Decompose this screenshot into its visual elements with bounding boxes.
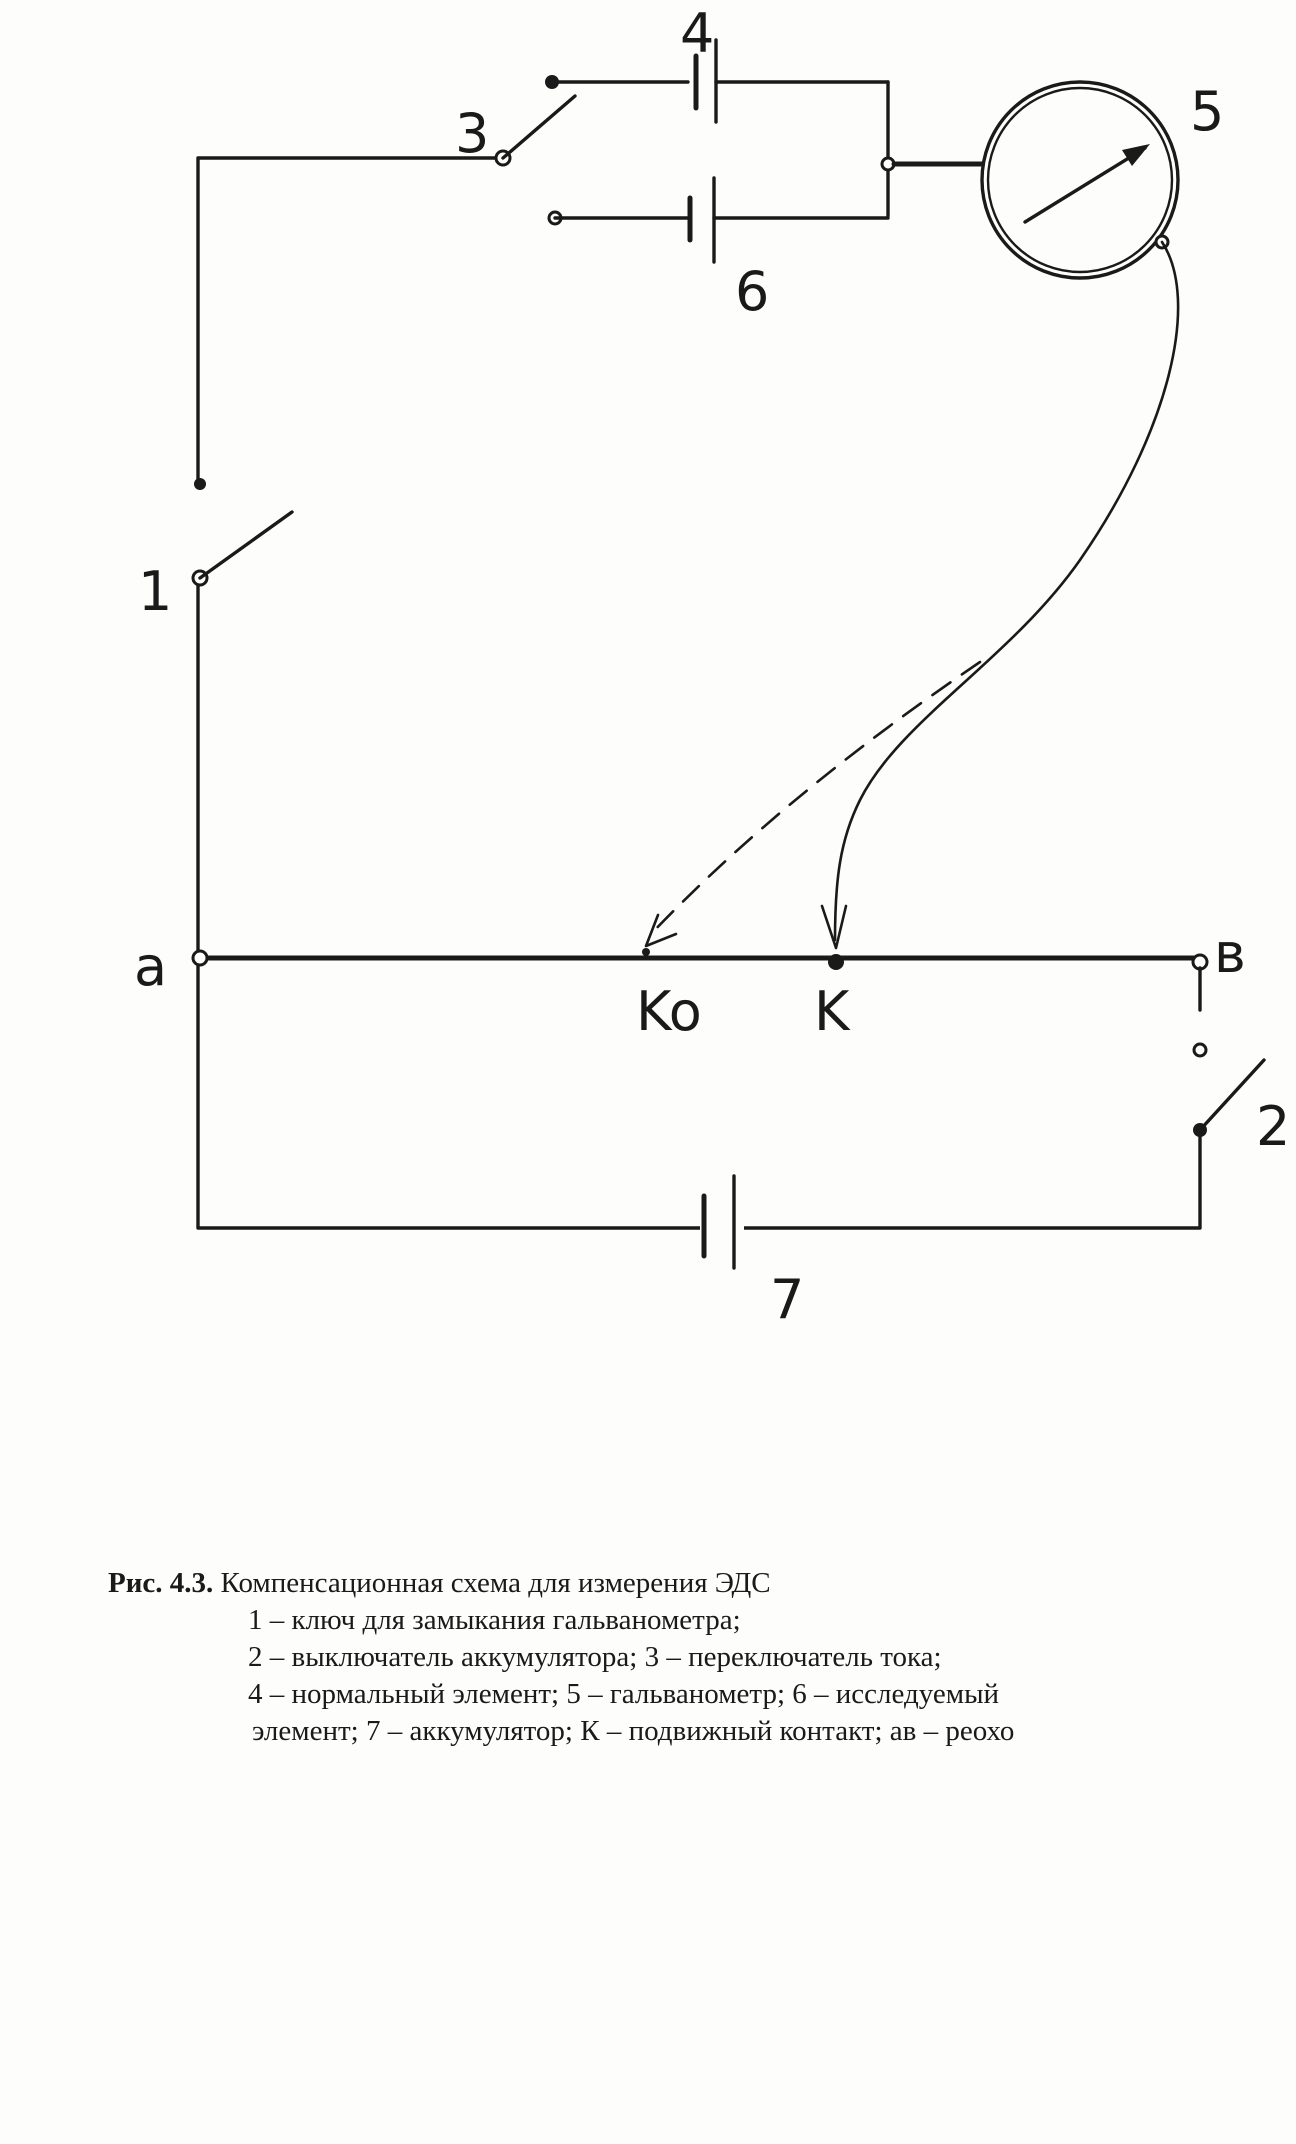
label-contact-k: K	[814, 980, 850, 1043]
label-element-6: 6	[735, 260, 770, 323]
caption-figure-number: Рис. 4.3.	[108, 1567, 214, 1599]
lead-to-contact-k	[835, 242, 1178, 940]
key-1	[193, 478, 292, 585]
label-key-1: 1	[138, 560, 173, 623]
caption-line-1: 1 – ключ для замыкания гальванометра;	[248, 1604, 741, 1636]
label-normal-element-4: 4	[680, 2, 715, 65]
caption-title-line	[108, 1565, 1296, 1602]
lead-to-contact-k0	[650, 662, 980, 935]
rheochord-ab	[193, 948, 1207, 970]
label-switch-3: 3	[455, 102, 490, 165]
normal-element-4	[552, 40, 888, 216]
galvanometer-5	[982, 82, 1178, 278]
label-accumulator-7: 7	[770, 1268, 805, 1331]
label-point-b: в	[1214, 922, 1246, 985]
label-contact-k0: Ko	[636, 980, 702, 1043]
element-6	[555, 178, 888, 262]
galvanometer-lead	[882, 158, 982, 170]
figure-caption	[108, 1565, 1296, 1750]
caption-title: Компенсационная схема для измерения ЭДС	[220, 1567, 771, 1599]
left-wire	[198, 158, 1200, 1228]
label-point-a: а	[134, 935, 168, 998]
caption-line-2: 2 – выключатель аккумулятора; 3 – переключатель тока;	[248, 1641, 942, 1673]
caption-line-3: 4 – нормальный элемент; 5 – гальванометр; 6 – исследуемый	[248, 1678, 1000, 1710]
accumulator-7	[700, 1176, 744, 1270]
caption-line-4: элемент; 7 – аккумулятор; К – подвижный контакт; ав – реохо	[252, 1715, 1015, 1747]
switch-3	[496, 75, 575, 224]
label-galvanometer-5: 5	[1190, 80, 1225, 143]
switch-2	[1193, 968, 1264, 1137]
contact-k0-arrow	[646, 915, 676, 946]
label-switch-2: 2	[1256, 1095, 1291, 1158]
